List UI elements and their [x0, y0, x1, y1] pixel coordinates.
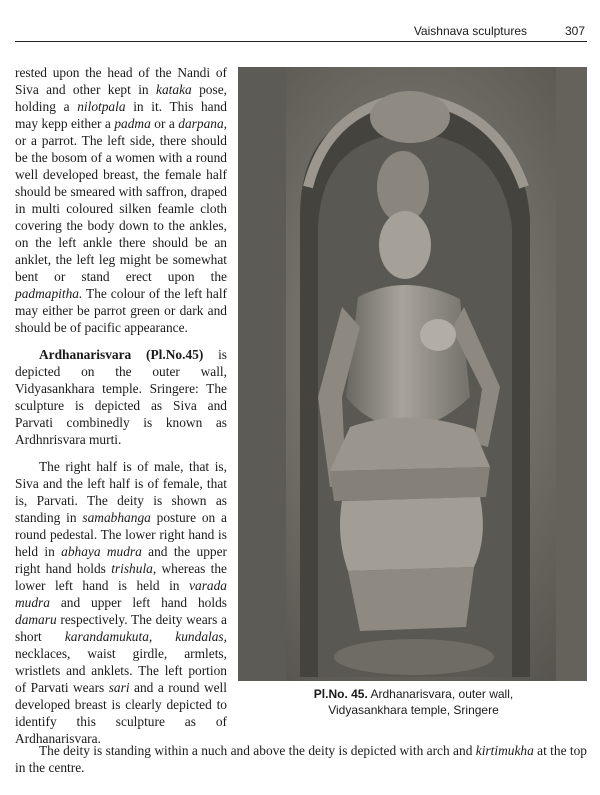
sculpture-photo: [238, 67, 587, 681]
text-run: or a parrot. The left side, there should be the bosom of a women with a round well developed breast, the female half should be smeared with saffron, draped in multi coloured silken feamle cloth covering the body down to the ankles, on the left ankle there should be an anklet, the left leg might be somewhat bent or stand erect upon the: [15, 133, 227, 284]
text-run: and upper left hand holds: [49, 595, 227, 610]
italic-term: samabhanga: [82, 510, 151, 525]
bold-text: Ardhanarisvara (Pl.No.45): [39, 347, 204, 362]
paragraph: [15, 346, 227, 448]
text-run: The right half is of male, that is, Siva and the left half is of female, that is, Parvati. The deity is shown as standing in: [15, 459, 227, 525]
text-run: respectively. The deity wears a short: [15, 612, 227, 644]
italic-term: abhaya mudra: [61, 544, 142, 559]
caption-label: Pl.No. 45.: [313, 687, 368, 701]
italic-term: karandamukuta, kundalas,: [64, 629, 227, 644]
caption-line-2: Vidyasankhara temple, Sringere: [328, 703, 499, 717]
italic-term: darpana,: [178, 116, 227, 131]
text-run: and the upper right hand holds: [15, 544, 227, 576]
text-run: The deity is standing within a nuch and above the deity is depicted with arch and: [39, 743, 476, 759]
italic-term: padmapitha.: [15, 286, 83, 301]
paragraph: [15, 458, 227, 747]
text-run: The colour of the left half may either be parrot green or dark and should be of pacific appearance.: [15, 286, 227, 335]
text-run: pose, holding a: [15, 82, 227, 114]
text-run: posture on a round pedestal. The lower right hand is held in: [15, 510, 227, 559]
page-header: [15, 22, 587, 42]
italic-term: nilotpala: [77, 99, 126, 114]
text-run: rested upon the head of the Nandi of Siva and other kept in: [15, 65, 227, 97]
italic-term: trishula,: [111, 561, 157, 576]
text-run: necklaces, waist girdle, armlets, wristlets and anklets. The left portion of Parvati wears: [15, 646, 227, 695]
italic-term: kirtimukha: [475, 743, 534, 759]
caption-line-1: Ardhanarisvara, outer wall,: [367, 687, 514, 701]
italic-term: sari: [108, 680, 130, 695]
italic-term: damaru: [15, 612, 57, 627]
italic-term: varada mudra: [15, 578, 227, 610]
text-run: in it. This hand may kepp either a: [15, 99, 227, 131]
text-run: is depicted on the outer wall, Vidyasankhara temple. Sringere: The sculpture is depicted as Siva and Parvati combinedly is known as Ardhnrisvara murti.: [15, 347, 227, 447]
italic-term: kataka: [156, 82, 192, 97]
paragraph: [15, 64, 227, 336]
text-run: or a: [150, 116, 179, 131]
text-column: [15, 64, 227, 747]
bottom-paragraph: [15, 742, 587, 776]
text-run: and a round well developed breast is clearly depicted to identify this sculpture as of Ardhanarisvara.: [15, 680, 227, 746]
header-rule: [15, 41, 587, 42]
running-title: Vaishnava sculptures: [413, 24, 527, 38]
text-run: at the top in the centre.: [15, 743, 587, 776]
text-run: whereas the lower left hand is held in: [15, 561, 228, 593]
figure-caption: [240, 686, 587, 718]
page-number: 307: [564, 24, 585, 38]
italic-term: padma: [114, 116, 151, 131]
